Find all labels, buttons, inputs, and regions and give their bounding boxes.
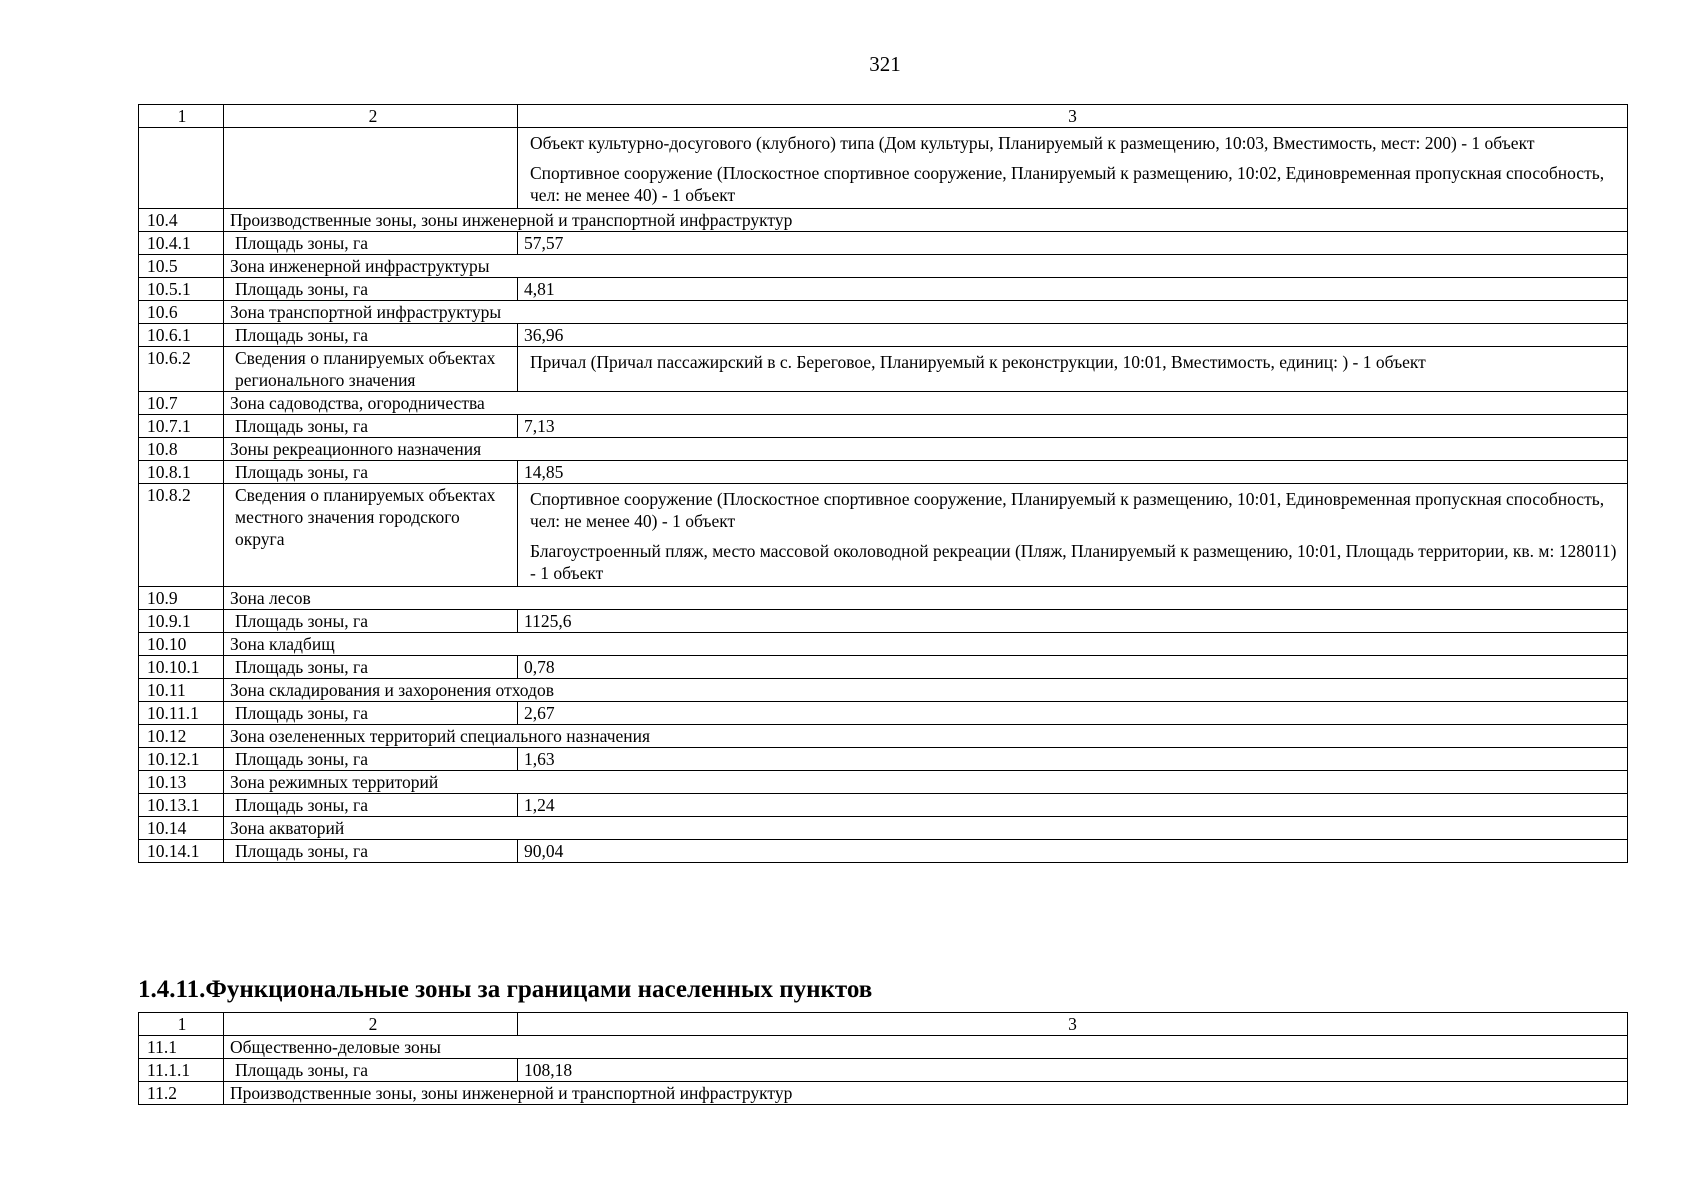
row-number: 10.10.1: [139, 656, 224, 679]
zone-name: Зона озелененных территорий специального назначения: [224, 725, 1628, 748]
zone-name: Зона лесов: [224, 587, 1628, 610]
header-col-2: 2: [224, 1013, 518, 1036]
table-row: [139, 438, 1628, 461]
header-col-3: 3: [518, 1013, 1628, 1036]
row-label: Площадь зоны, га: [224, 748, 518, 771]
page-number: 321: [869, 52, 901, 76]
table-row: [139, 324, 1628, 347]
zone-name: Общественно-деловые зоны: [224, 1036, 1628, 1059]
row-label: Площадь зоны, га: [224, 794, 518, 817]
zone-name: Зона акваторий: [224, 817, 1628, 840]
row-number: 10.9: [139, 587, 224, 610]
row-number: 10.14: [139, 817, 224, 840]
zone-name: Зона режимных территорий: [224, 771, 1628, 794]
objects-cell: [518, 484, 1628, 587]
area-value: 0,78: [518, 656, 1628, 679]
area-value: 1,24: [518, 794, 1628, 817]
row-number: 10.8: [139, 438, 224, 461]
object-description: Спортивное сооружение (Плоскостное спортивное сооружение, Планируемый к размещению, 10:02, Единовременная пропускная способность, чел: не менее 40) - 1 объект: [530, 163, 1605, 205]
row-label: Площадь зоны, га: [224, 840, 518, 863]
area-value: 2,67: [518, 702, 1628, 725]
table-row: [139, 748, 1628, 771]
table-row: [139, 725, 1628, 748]
area-value: 57,57: [518, 232, 1628, 255]
row-number: 10.8.1: [139, 461, 224, 484]
table-row: [139, 392, 1628, 415]
table-row: [139, 255, 1628, 278]
row-number: 11.1: [139, 1036, 224, 1059]
objects-cell: [518, 128, 1628, 209]
row-label: Площадь зоны, га: [224, 415, 518, 438]
row-label: Сведения о планируемых объектах регионального значения: [224, 347, 518, 392]
table-row: [139, 209, 1628, 232]
row-number: 10.7: [139, 392, 224, 415]
table-row: [139, 301, 1628, 324]
object-description: Благоустроенный пляж, место массовой околоводной рекреации (Пляж, Планируемый к размещению, 10:01, Площадь территории, кв. м: 128011) - 1 объект: [530, 541, 1617, 583]
row-number: 10.5: [139, 255, 224, 278]
table-header-row: [139, 105, 1628, 128]
zone-name: Зона садоводства, огородничества: [224, 392, 1628, 415]
table-row: [139, 840, 1628, 863]
table-row: [139, 232, 1628, 255]
row-label: Площадь зоны, га: [224, 1059, 518, 1082]
table-row: [139, 461, 1628, 484]
row-number: 10.9.1: [139, 610, 224, 633]
row-number: 10.7.1: [139, 415, 224, 438]
row-label: Площадь зоны, га: [224, 610, 518, 633]
area-value: 1,63: [518, 748, 1628, 771]
area-value: 1125,6: [518, 610, 1628, 633]
area-value: 36,96: [518, 324, 1628, 347]
row-number: 10.12: [139, 725, 224, 748]
area-value: 14,85: [518, 461, 1628, 484]
row-number: 10.11: [139, 679, 224, 702]
table-row: [139, 656, 1628, 679]
table-row: [139, 633, 1628, 656]
row-label: Площадь зоны, га: [224, 461, 518, 484]
outside-zones-table-body: [139, 1036, 1628, 1105]
table-header-row: [139, 1013, 1628, 1036]
row-label: Площадь зоны, га: [224, 232, 518, 255]
object-description: Объект культурно-досугового (клубного) типа (Дом культуры, Планируемый к размещению, 10:03, Вместимость, мест: 200) - 1 объект: [530, 133, 1535, 153]
row-number: 10.14.1: [139, 840, 224, 863]
row-label: Сведения о планируемых объектах местного значения городского округа: [224, 484, 518, 587]
table-row: [139, 484, 1628, 587]
row-number: 10.6: [139, 301, 224, 324]
row-number: 10.12.1: [139, 748, 224, 771]
object-description: Причал (Причал пассажирский в с. Береговое, Планируемый к реконструкции, 10:01, Вместимость, единиц: ) - 1 объект: [530, 352, 1426, 372]
area-value: 4,81: [518, 278, 1628, 301]
row-label: Площадь зоны, га: [224, 702, 518, 725]
row-number: 10.4: [139, 209, 224, 232]
zone-name: Производственные зоны, зоны инженерной и транспортной инфраструктур: [224, 209, 1628, 232]
table-row: [139, 1036, 1628, 1059]
zone-name: Зона транспортной инфраструктуры: [224, 301, 1628, 324]
table-row: [139, 1059, 1628, 1082]
row-number: 10.6.1: [139, 324, 224, 347]
zones-table: [138, 104, 1628, 863]
section-heading: 1.4.11.Функциональные зоны за границами населенных пунктов: [138, 976, 873, 1003]
header-col-2: 2: [224, 105, 518, 128]
table-row: [139, 1082, 1628, 1105]
header-col-1: 1: [139, 105, 224, 128]
table-row: [139, 587, 1628, 610]
table-row: [139, 679, 1628, 702]
zones-table-body: [139, 209, 1628, 863]
objects-cell: [518, 347, 1628, 392]
row-number: 10.10: [139, 633, 224, 656]
zone-name: Зона кладбищ: [224, 633, 1628, 656]
table-row: [139, 128, 1628, 209]
header-col-3: 3: [518, 105, 1628, 128]
table-row: [139, 794, 1628, 817]
row-number: 10.5.1: [139, 278, 224, 301]
zone-name: Зона инженерной инфраструктуры: [224, 255, 1628, 278]
table-row: [139, 610, 1628, 633]
area-value: 108,18: [518, 1059, 1628, 1082]
row-label: Площадь зоны, га: [224, 324, 518, 347]
row-number: 11.1.1: [139, 1059, 224, 1082]
table-row: [139, 817, 1628, 840]
row-number: 10.13.1: [139, 794, 224, 817]
row-number: 10.4.1: [139, 232, 224, 255]
table-row: [139, 415, 1628, 438]
zone-name: Зона складирования и захоронения отходов: [224, 679, 1628, 702]
row-number: 10.8.2: [139, 484, 224, 587]
row-number: 11.2: [139, 1082, 224, 1105]
outside-zones-table: [138, 1012, 1628, 1105]
row-number: 10.13: [139, 771, 224, 794]
zone-name: Производственные зоны, зоны инженерной и транспортной инфраструктур: [224, 1082, 1628, 1105]
table-row: [139, 278, 1628, 301]
area-value: 7,13: [518, 415, 1628, 438]
table-row: [139, 702, 1628, 725]
row-label: Площадь зоны, га: [224, 656, 518, 679]
object-description: Спортивное сооружение (Плоскостное спортивное сооружение, Планируемый к размещению, 10:01, Единовременная пропускная способность, чел: не менее 40) - 1 объект: [530, 489, 1605, 531]
table-row: [139, 347, 1628, 392]
table-row: [139, 771, 1628, 794]
row-number: 10.6.2: [139, 347, 224, 392]
zone-name: Зоны рекреационного назначения: [224, 438, 1628, 461]
row-number: 10.11.1: [139, 702, 224, 725]
header-col-1: 1: [139, 1013, 224, 1036]
area-value: 90,04: [518, 840, 1628, 863]
row-label: Площадь зоны, га: [224, 278, 518, 301]
